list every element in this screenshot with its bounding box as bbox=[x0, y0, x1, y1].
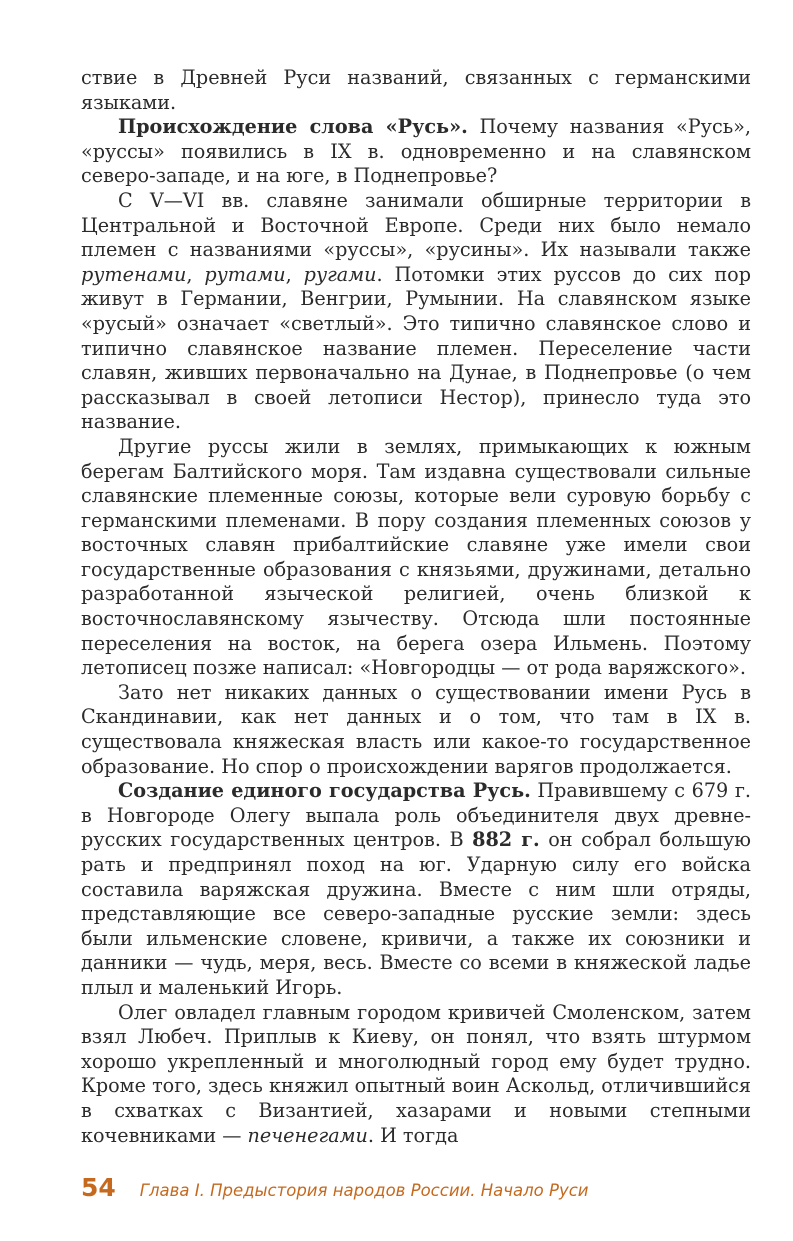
text-run: , bbox=[186, 262, 205, 286]
paragraph-continuation bbox=[81, 66, 751, 115]
page-body bbox=[81, 66, 751, 1148]
text-run: Зато нет никаких данных о существовании имени Русь в Скандинавии, как нет данных и о том, что там в IX в. существовала княжеская власть или какое-то государственное образование. Но спор о происхождении варягов продолжается. bbox=[81, 680, 751, 778]
page-footer bbox=[81, 1173, 751, 1203]
text-run: он собрал большую рать и предпринял поход на юг. Ударную силу его войска составила варяжская дружина. Вместе с ним шли отряды, представляющие все северо-западные русские земли: здесь были ильменские словене, кривичи, а также их союзники и данники — чудь, меря, весь. Вместе со всеми в княжеской ладье плыл и маленький Игорь. bbox=[81, 828, 751, 999]
text-run: , bbox=[285, 262, 304, 286]
text-run: Почему названия «Русь», «руссы» появились в IX в. одновременно и на славянском северо-западе, и на юге, в Поднепровье? bbox=[81, 115, 751, 188]
text-run: Другие руссы жили в землях, примыкающих к южным берегам Балтийского моря. Там издавна существовали сильные славянские племенные союзы, которые вели суровую борьбу с германскими племенами. В пору создания племенных союзов у восточных славян прибалтийские славяне уже имели свои государственные образования с князьями, дружинами, детально разработанной языческой религией, очень близкой к восточнославянскому язычеству. Отсюда шли постоянные переселения на восток, на берега озера Ильмень. Поэтому летописец позже написал: «Новгородцы — от рода варяжского». bbox=[81, 434, 751, 680]
text-run: Олег овладел главным городом кривичей Смоленском, затем взял Любеч. Приплыв к Киеву, он понял, что взять штурмом хорошо укрепленный и многолюдный город ему будет трудно. Кроме того, здесь княжил опытный воин Аскольд, отличившийся в схватках с Византией, хазарами и новыми степными кочевниками — bbox=[81, 1000, 751, 1147]
paragraph-unified-state bbox=[81, 779, 751, 1000]
paragraph-baltic-russes bbox=[81, 435, 751, 681]
paragraph-oleg-kiev bbox=[81, 1001, 751, 1149]
text-run: С V—VI вв. славяне занимали обширные территории в Центральной и Восточной Европе. Среди них было немало племен с названиями «руссы», «русины». Их называли также bbox=[81, 188, 751, 262]
running-head: Глава I. Предыстория народов России. Начало Руси bbox=[139, 1181, 589, 1200]
paragraph-scandinavia bbox=[81, 681, 751, 779]
text-run: Правившему с 679 г. в Новгороде Олегу выпала роль объединителя двух древнерусских государственных центров. В bbox=[81, 779, 751, 852]
italic-term: ругами bbox=[303, 262, 377, 286]
paragraph-rus-origin-question bbox=[81, 115, 751, 189]
italic-term: рутами bbox=[204, 262, 286, 286]
italic-term: печенегами bbox=[247, 1123, 368, 1147]
text-run: . Потомки этих руссов до сих пор живут в Германии, Венгрии, Румынии. На славянском языке «русый» означает «светлый». Это типично славянское слово и типично славянское название племен. Переселение части славян, живших первоначально на Дунае, в Поднепровье (о чем рассказывал в своей летописи Нестор), принесло туда это название. bbox=[81, 262, 751, 434]
section-heading: Происхождение слова «Русь». bbox=[118, 115, 468, 139]
paragraph-slavic-tribes bbox=[81, 189, 751, 435]
text-run: . И тогда bbox=[367, 1123, 459, 1147]
section-heading: Создание единого государства Русь. bbox=[118, 779, 531, 803]
text-run: ствие в Древней Руси названий, связанных с германскими языками. bbox=[81, 66, 751, 114]
page-number: 54 bbox=[81, 1173, 116, 1202]
italic-term: рутенами bbox=[81, 262, 187, 286]
bold-date: 882 г. bbox=[472, 828, 540, 852]
